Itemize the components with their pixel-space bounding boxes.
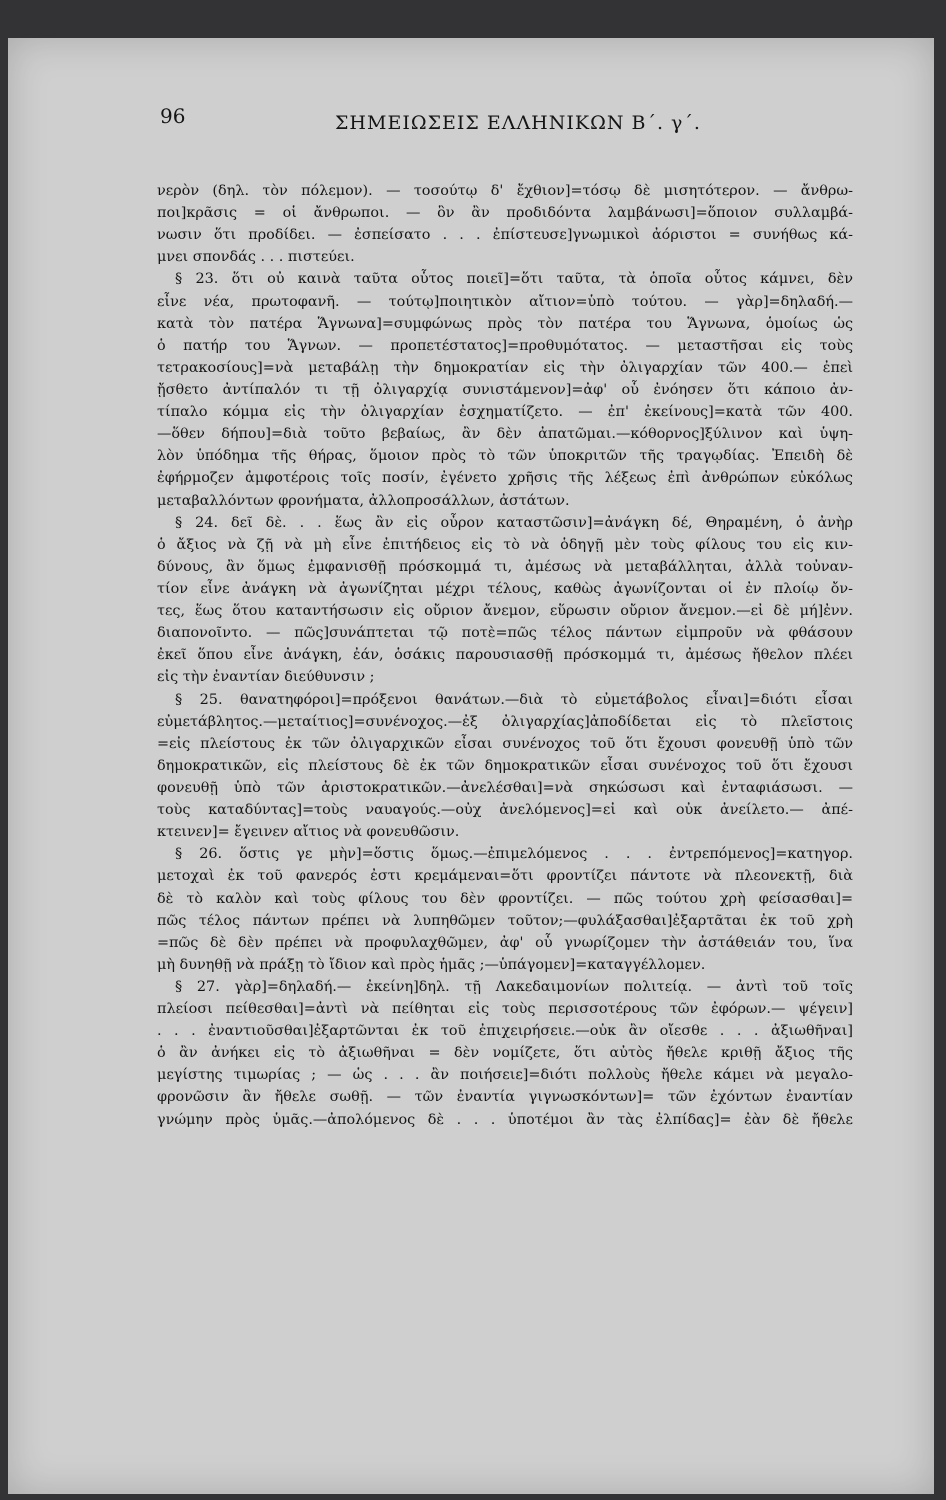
text-line: ὁ πατήρ του Ἅγνων. — προπετέστατος]=προθυμότατος. — μεταστῆσαι εἰς τοὺς: [157, 337, 853, 354]
text-line: μεγίστης τιμωρίας ; — ὡς . . . ἂν ποιήσειε]=διότι πολλοὺς ἤθελε κάμει νὰ μεγαλο-: [157, 1067, 853, 1084]
text-line: δύνους, ἂν ὅμως ἐμφανισθῇ πρόσκομμά τι, ἀμέσως νὰ μεταβάλληται, ἀλλὰ τοὐναν-: [157, 558, 853, 575]
text-line: δημοκρατικῶν, εἰς πλείστους δὲ ἐκ τῶν δημοκρατικῶν εἶσαι συνένοχος τοῦ ὅτι ἔχουσι: [157, 757, 853, 774]
text-line: ἐφήρμοζεν ἀμφοτέροις τοῖς ποσίν, ἐγένετο χρῆσις τῆς λέξεως ἐπὶ ἀνθρώπων εὐκόλως: [157, 470, 853, 487]
text-line: λὸν ὑπόδημα τῆς θήρας, ὅμοιον πρὸς τὸ τῶν ὑποκριτῶν τῆς τραγῳδίας. Ἐπειδὴ δὲ: [157, 448, 853, 465]
text-line: πλείοσι πείθεσθαι]=ἀντὶ νὰ πείθηται εἰς τοὺς περισσοτέρους τῶν ἐφόρων.— ψέγειν]: [157, 1001, 853, 1018]
text-line: εἰς τὴν ἐναντίαν διεύθυνσιν ;: [157, 669, 375, 686]
text-line: τίον εἶνε ἀνάγκη νὰ ἀγωνίζηται μέχρι τέλους, καθὼς ἀγωνίζονται οἱ ἐν πλοίῳ ὄν-: [157, 580, 853, 597]
text-line: μεταβαλλόντων φρονήματα, ἀλλοπροσάλλων, ἀστάτων.: [157, 492, 570, 509]
text-line: ὁ ἂν ἀνήκει εἰς τὸ ἀξιωθῆναι = δὲν νομίζετε, ὅτι αὐτὸς ἤθελε κριθῇ ἄξιος τῆς: [157, 1045, 853, 1062]
text-line: κτεινεν]= ἔγεινεν αἴτιος νὰ φονευθῶσιν.: [157, 824, 460, 841]
text-line: =πῶς δὲ δὲν πρέπει νὰ προφυλαχθῶμεν, ἀφ' οὗ γνωρίζομεν τὴν ἀστάθειάν του, ἵνα: [157, 934, 853, 951]
text-line: φρονῶσιν ἂν ἤθελε σωθῇ. — τῶν ἐναντία γιγνωσκόντων]= τῶν ἐχόντων ἐναντίαν: [157, 1089, 853, 1106]
text-line: κατὰ τὸν πατέρα Ἅγνωνα]=συμφώνως πρὸς τὸν πατέρα του Ἅγνωνα, ὁμοίως ὡς: [157, 315, 853, 332]
page-number: 96: [160, 104, 186, 128]
text-line: γνώμην πρὸς ὑμᾶς.—ἀπολόμενος δὲ . . . ὑποτέμοι ἂν τὰς ἐλπίδας]= ἐὰν δὲ ἤθελε: [157, 1111, 853, 1128]
text-line: τες, ἕως ὅτου καταντήσωσιν εἰς οὔριον ἄνεμον, εὕρωσιν οὔριον ἄνεμον.—εἰ δὲ μή]ἐνν.: [157, 603, 853, 620]
text-line: μετοχαὶ ἐκ τοῦ φανερός ἐστι κρεμάμεναι=ὅτι φροντίζει πάντοτε νὰ πλεονεκτῇ, διὰ: [157, 868, 853, 885]
running-title: ΣΗΜΕΙΩΣΕΙΣ ΕΛΛΗΝΙΚΩΝ Β΄. γ΄.: [335, 112, 701, 134]
text-line: § 26. ὅστις γε μὴν]=ὅστις ὅμως.—ἐπιμελόμενος . . . ἐντρεπόμενος]=κατηγορ.: [175, 846, 853, 863]
text-line: νερὸν (δηλ. τὸν πόλεμον). — τοσούτῳ δ' ἔχθιον]=τόσῳ δὲ μισητότερον. — ἄνθρω-: [157, 183, 853, 199]
text-line: ποι]κρᾶσις = οἱ ἄνθρωποι. — ὃν ἂν προδιδόντα λαμβάνωσι]=ὅποιον συλλαμβά-: [157, 205, 853, 222]
text-line: § 27. γὰρ]=δηλαδή.— ἐκείνη]δηλ. τῇ Λακεδαιμονίων πολιτείᾳ. — ἀντὶ τοῦ τοῖς: [175, 978, 853, 995]
commentary-text: [157, 180, 853, 1131]
text-line: ὁ ἄξιος νὰ ζῇ νὰ μὴ εἶνε ἐπιτήδειος εἰς τὸ νὰ ὁδηγῇ μὲν τοὺς φίλους του εἰς κιν-: [157, 536, 853, 553]
text-line: πῶς τέλος πάντων πρέπει νὰ λυπηθῶμεν τοῦτον;—φυλάξασθαι]ἐξαρτᾶται ἐκ τοῦ χρὴ: [157, 912, 853, 929]
text-line: ᾔσθετο ἀντίπαλόν τι τῇ ὀλιγαρχίᾳ συνιστάμενον]=ἀφ' οὗ ἐνόησεν ὅτι κάποιο ἀν-: [157, 381, 853, 398]
text-line: διαπονοῖντο. — πῶς]συνάπτεται τῷ ποτὲ=πῶς τέλος πάντων εἰμπροῦν νὰ φθάσουν: [157, 625, 853, 642]
text-line: =εἰς πλείστους ἐκ τῶν ὀλιγαρχικῶν εἶσαι συνένοχος τοῦ ὅτι ἔχουσι φονευθῇ ὑπὸ τῶν: [157, 735, 853, 752]
text-line: . . . ἐναντιοῦσθαι]ἐξαρτῶνται ἐκ τοῦ ἐπιχειρήσειε.—οὐκ ἂν οἴεσθε . . . ἀξιωθῆναι]: [157, 1023, 853, 1040]
text-line: —ὅθεν δήπου]=διὰ τοῦτο βεβαίως, ἂν δὲν ἀπατῶμαι.—κόθορνος]ξύλινον καὶ ὑψη-: [157, 426, 853, 443]
text-line: δὲ τὸ καλὸν καὶ τοὺς φίλους του δὲν φροντίζει. — πῶς τούτου χρὴ φείσασθαι]=: [157, 890, 853, 907]
page-header: [160, 104, 860, 144]
text-line: τετρακοσίους]=νὰ μεταβάλῃ τὴν δημοκρατίαν εἰς τὴν ὀλιγαρχίαν τῶν 400.— ἐπεὶ: [157, 359, 853, 376]
text-line: νωσιν ὅτι προδίδει. — ἐσπείσατο . . . ἐπίστευσε]γνωμικοὶ ἀόριστοι = συνήθως κά-: [157, 227, 853, 244]
text-line: εὐμετάβλητος.—μεταίτιος]=συνένοχος.—ἐξ ὀλιγαρχίας]ἀποδίδεται εἰς τὸ πλεῖστοις: [157, 713, 853, 730]
text-line: § 23. ὅτι οὐ καινὰ ταῦτα οὗτος ποιεῖ]=ὅτι ταῦτα, τὰ ὁποῖα οὗτος κάμνει, δὲν: [175, 271, 853, 288]
text-line: § 25. θανατηφόροι]=πρόξενοι θανάτων.—διὰ τὸ εὐμετάβολος εἶναι]=διότι εἶσαι: [175, 691, 853, 708]
text-line: μνει σπονδάς . . . πιστεύει.: [157, 249, 355, 266]
text-line: φονευθῇ ὑπὸ τῶν ἀριστοκρατικῶν.—ἀνελέσθαι]=νὰ σηκώσωσι καὶ ἐνταφιάσωσι. —: [157, 779, 853, 796]
text-line: τοὺς καταδύντας]=τοὺς ναυαγούς.—οὐχ ἀνελόμενος]=εἰ καὶ οὐκ ἀνείλετο.— ἀπέ-: [157, 802, 853, 819]
text-line: ἐκεῖ ὅπου εἶνε ἀνάγκη, ἐάν, ὁσάκις παρουσιασθῇ πρόσκομμά τι, ἀμέσως ἤθελον πλέει: [157, 647, 853, 664]
text-line: μὴ δυνηθῇ νὰ πράξῃ τὸ ἴδιον καὶ πρὸς ἡμᾶς ;—ὑπάγομεν]=καταγγέλλομεν.: [157, 956, 706, 973]
text-line: τίπαλο κόμμα εἰς τὴν ὀλιγαρχίαν ἐσχηματίζετο. — ἐπ' ἐκείνους]=κατὰ τῶν 400.: [157, 404, 853, 421]
text-line: εἶνε νέα, πρωτοφανῆ. — τούτῳ]ποιητικὸν αἴτιον=ὑπὸ τούτου. — γὰρ]=δηλαδή.—: [157, 293, 853, 310]
text-line: § 24. δεῖ δὲ. . . ἕως ἂν εἰς οὖρον καταστῶσιν]=ἀνάγκη δέ, Θηραμένη, ὁ ἀνὴρ: [175, 514, 853, 531]
